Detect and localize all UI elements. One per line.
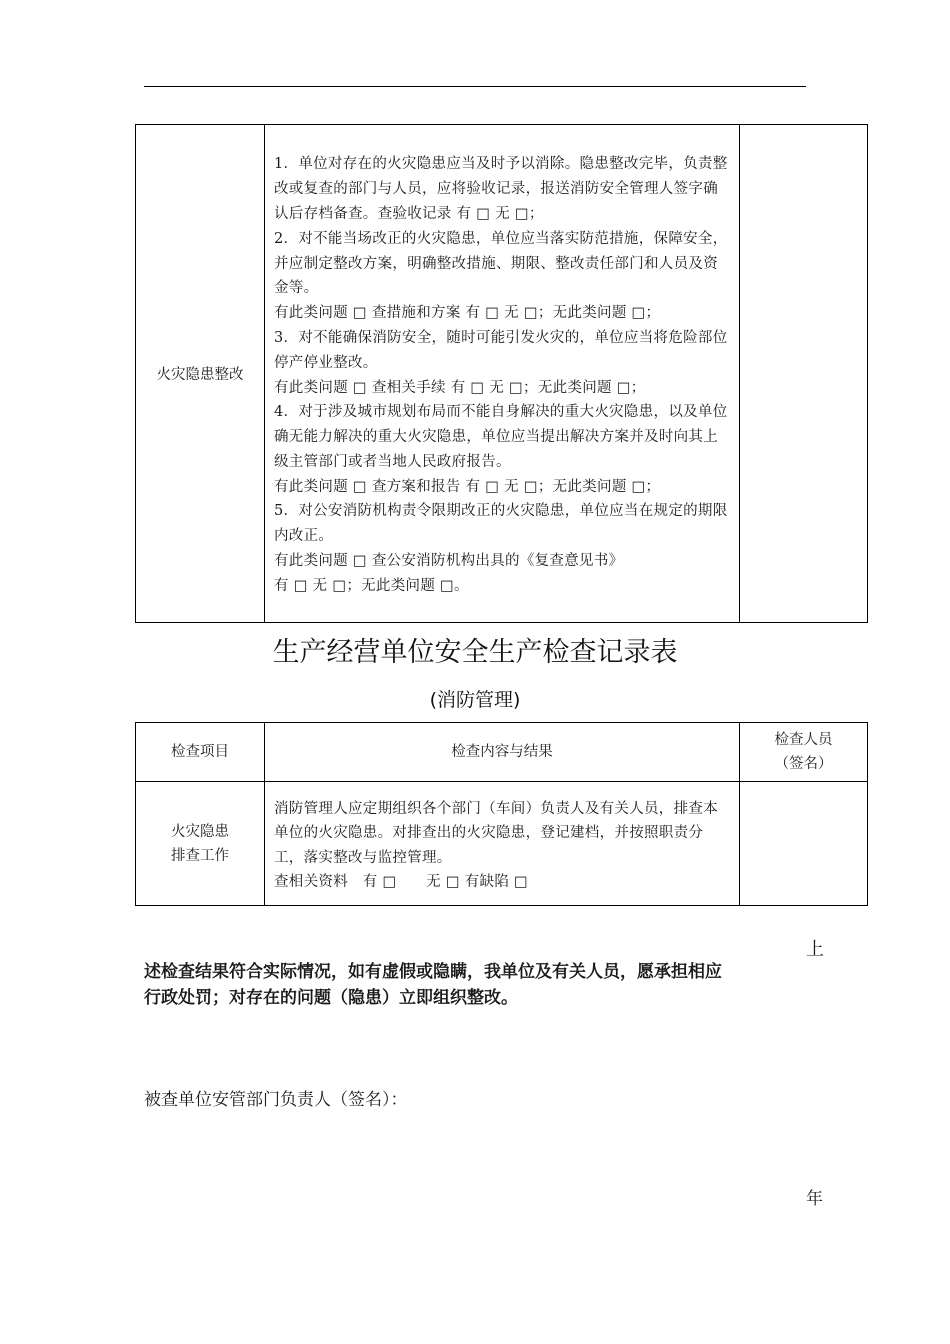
content-line: 有此类问题 □ 查方案和报告 有 □ 无 □；无此类问题 □； [274, 478, 661, 495]
row-label-cell [136, 125, 265, 623]
content-cell [265, 125, 740, 623]
content-line: 5．对公安消防机构责令限期改正的火灾隐患，单位应当在规定的期限内改正。 [274, 503, 728, 545]
content-line: 有此类问题 □ 查公安消防机构出具的《复查意见书》 [274, 553, 624, 570]
row-label-cell: 火灾隐患 排查工作 [136, 782, 265, 906]
fire-hazard-rectification-table [135, 124, 868, 623]
content-line: 4．对于涉及城市规划布局而不能自身解决的重大火灾隐患，以及单位确无能力解决的重大火灾隐患，单位应当提出解决方案并及时向其上级主管部门或者当地人民政府报告。 [274, 404, 728, 470]
signature-cell[interactable] [740, 782, 868, 906]
header-content: 检查内容与结果 [265, 723, 740, 782]
check-options: 查相关资料 有 □ 无 □ 有缺陷 □ [274, 874, 529, 890]
page-subtitle: (消防管理) [429, 689, 521, 711]
content-cell [265, 782, 740, 906]
content-line: 1．单位对存在的火灾隐患应当及时予以消除。隐患整改完毕，负责整改或复查的部门与人员，应将验收记录，报送消防安全管理人签字确认后存档备查。查验收记录 有 □ 无 □； [274, 156, 728, 222]
table-row [136, 125, 868, 623]
header-item: 检查项目 [136, 723, 265, 782]
content-line: 2．对不能当场改正的火灾隐患，单位应当落实防范措施，保障安全，并应制定整改方案，明确整改措施、期限、整改责任部门和人员及资金等。 [274, 230, 728, 297]
table-header-row [136, 723, 868, 782]
header-inspector: 检查人员 （签名） [740, 723, 868, 782]
table-row [136, 782, 868, 906]
fire-hazard-inspection-table [135, 722, 868, 906]
row-label: 火灾隐患整改 [156, 367, 244, 383]
signature-cell[interactable] [740, 125, 868, 623]
signature-label: 被查单位安管部门负责人（签名）： [144, 1090, 408, 1110]
year-label: 年 [806, 1189, 823, 1209]
declaration-first-char: 上 [806, 939, 824, 960]
content-paragraph: 消防管理人应定期组织各个部门（车间）负责人及有关人员，排查本单位的火灾隐患。对排查出的火灾隐患，登记建档，并按照职责分工，落实整改与监控管理。 [274, 800, 718, 866]
content-line: 有 □ 无 □；无此类问题 □。 [274, 577, 469, 594]
page-title: 生产经营单位安全生产检查记录表 [272, 637, 678, 668]
header-rule [144, 86, 806, 87]
declaration-text: 述检查结果符合实际情况，如有虚假或隐瞒，我单位及有关人员，愿承担相应 行政处罚；对存在的问题（隐患）立即组织整改。 [144, 962, 722, 1008]
content-line: 3．对不能确保消防安全，随时可能引发火灾的，单位应当将危险部位停产停业整改。 [274, 329, 728, 371]
content-line: 有此类问题 □ 查相关手续 有 □ 无 □；无此类问题 □； [274, 379, 646, 396]
content-line: 有此类问题 □ 查措施和方案 有 □ 无 □；无此类问题 □； [274, 305, 661, 322]
